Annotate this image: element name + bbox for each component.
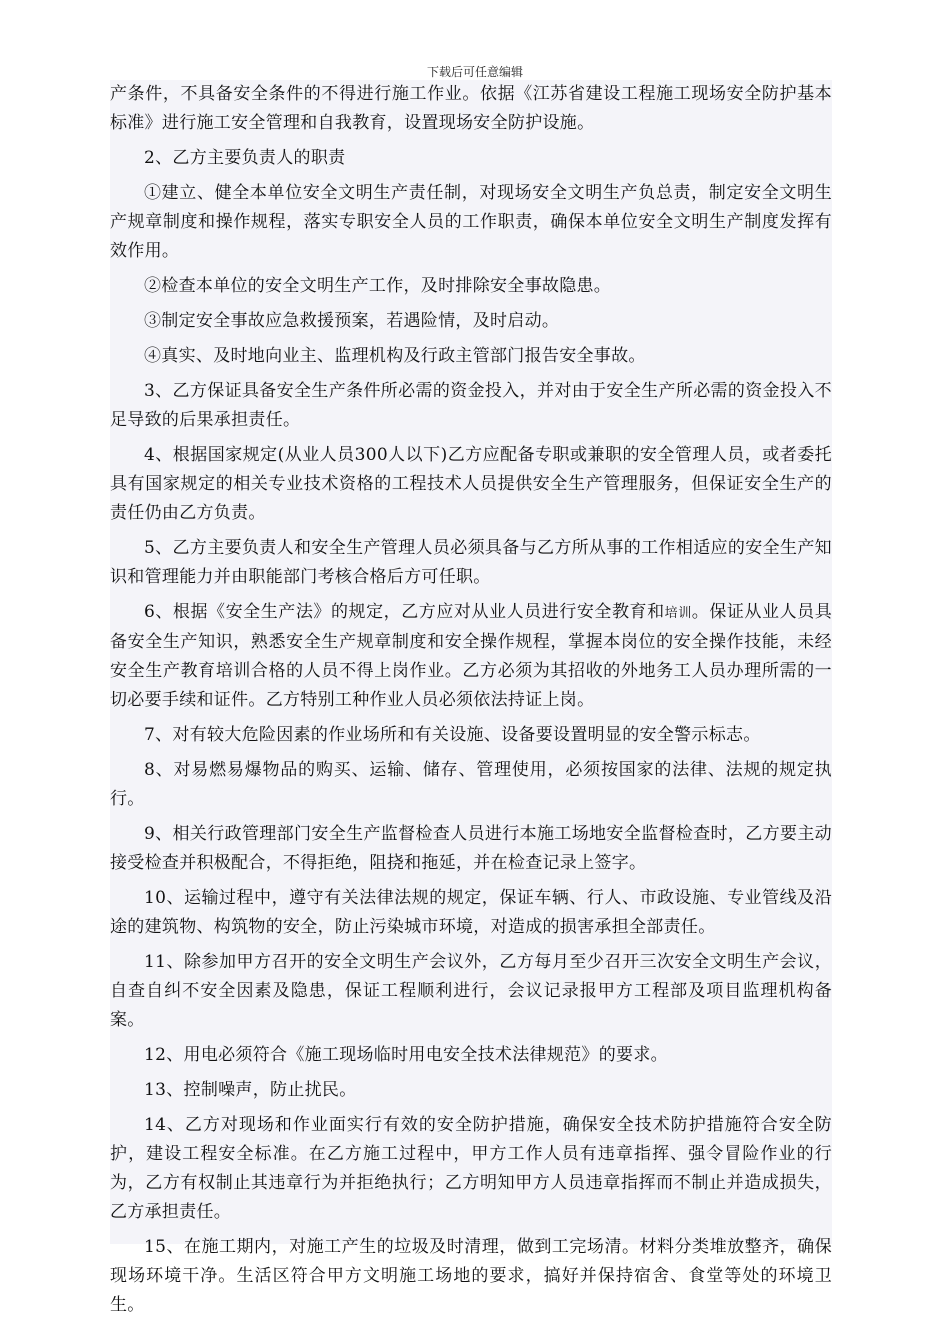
paragraph: 3、乙方保证具备安全生产条件所必需的资金投入，并对由于安全生产所必需的资金投入不足导致的后果承担责任。 xyxy=(110,381,832,430)
paragraph: 14、乙方对现场和作业面实行有效的安全防护措施，确保安全技术防护措施符合安全防护，建设工程安全标准。在乙方施工过程中，甲方工作人员有违章指挥、强令冒险作业的行为，乙方有权制止其违章行为并拒绝执行；乙方明知甲方人员违章指挥而不制止并造成损失，乙方承担责任。 xyxy=(110,1115,832,1222)
document-body xyxy=(110,80,832,1315)
paragraph: 13、控制噪声，防止扰民。 xyxy=(144,1080,357,1100)
list-item: ②检查本单位的安全文明生产工作，及时排除安全事故隐患。 xyxy=(144,276,612,296)
paragraph-text: 。保证从业人员具备安全生产知识，熟悉安全生产规章制度和安全操作规程，掌握本岗位的安全操作技能，未经安全生产教育培训合格的人员不得上岗作业。乙方必须为其招收的外地务工人员办理所需的一切必要手续和证件。乙方特别工种作业人员必须依法持证上岗。 xyxy=(110,602,832,710)
paragraph: 15、在施工期内，对施工产生的垃圾及时清理，做到工完场清。材料分类堆放整齐，确保现场环境干净。生活区符合甲方文明施工场地的要求，搞好并保持宿舍、食堂等处的环境卫生。 xyxy=(110,1237,832,1315)
paragraph-text-small: 培训 xyxy=(664,606,692,621)
list-item: ①建立、健全本单位安全文明生产责任制，对现场安全文明生产负总责，制定安全文明生产规章制度和操作规程，落实专职安全人员的工作职责，确保本单位安全文明生产制度发挥有效作用。 xyxy=(110,183,832,261)
page-header: 下载后可任意编辑 xyxy=(426,65,523,79)
paragraph: 7、对有较大危险因素的作业场所和有关设施、设备要设置明显的安全警示标志。 xyxy=(144,725,761,745)
paragraph: 10、运输过程中，遵守有关法律法规的规定，保证车辆、行人、市政设施、专业管线及沿途的建筑物、构筑物的安全，防止污染城市环境，对造成的损害承担全部责任。 xyxy=(110,888,832,937)
paragraph: 12、用电必须符合《施工现场临时用电安全技术法律规范》的要求。 xyxy=(144,1045,668,1065)
paragraph xyxy=(110,598,832,715)
paragraph: 8、对易燃易爆物品的购买、运输、储存、管理使用，必须按国家的法律、法规的规定执行。 xyxy=(110,760,832,809)
paragraph-text: 6、根据《安全生产法》的规定，乙方应对从业人员进行安全教育和 xyxy=(144,602,665,622)
paragraph: 产条件，不具备安全条件的不得进行施工作业。依据《江苏省建设工程施工现场安全防护基本标准》进行施工安全管理和自我教育，设置现场安全防护设施。 xyxy=(110,84,832,133)
section-heading: 2、乙方主要负责人的职责 xyxy=(144,148,346,168)
list-item: ③制定安全事故应急救援预案，若遇险情，及时启动。 xyxy=(144,311,560,331)
list-item: ④真实、及时地向业主、监理机构及行政主管部门报告安全事故。 xyxy=(144,346,646,366)
paragraph: 11、除参加甲方召开的安全文明生产会议外，乙方每月至少召开三次安全文明生产会议，自查自纠不安全因素及隐患，保证工程顺利进行，会议记录报甲方工程部及项目监理机构备案。 xyxy=(110,952,832,1030)
paragraph: 4、根据国家规定(从业人员300人以下)乙方应配备专职或兼职的安全管理人员，或者委托具有国家规定的相关专业技术资格的工程技术人员提供安全生产管理服务，但保证安全生产的责任仍由乙方负责。 xyxy=(110,445,832,523)
paragraph: 5、乙方主要负责人和安全生产管理人员必须具备与乙方所从事的工作相适应的安全生产知识和管理能力并由职能部门考核合格后方可任职。 xyxy=(110,538,832,587)
paragraph: 9、相关行政管理部门安全生产监督检查人员进行本施工场地安全监督检查时，乙方要主动接受检查并积极配合，不得拒绝，阻挠和拖延，并在检查记录上签字。 xyxy=(110,824,832,873)
